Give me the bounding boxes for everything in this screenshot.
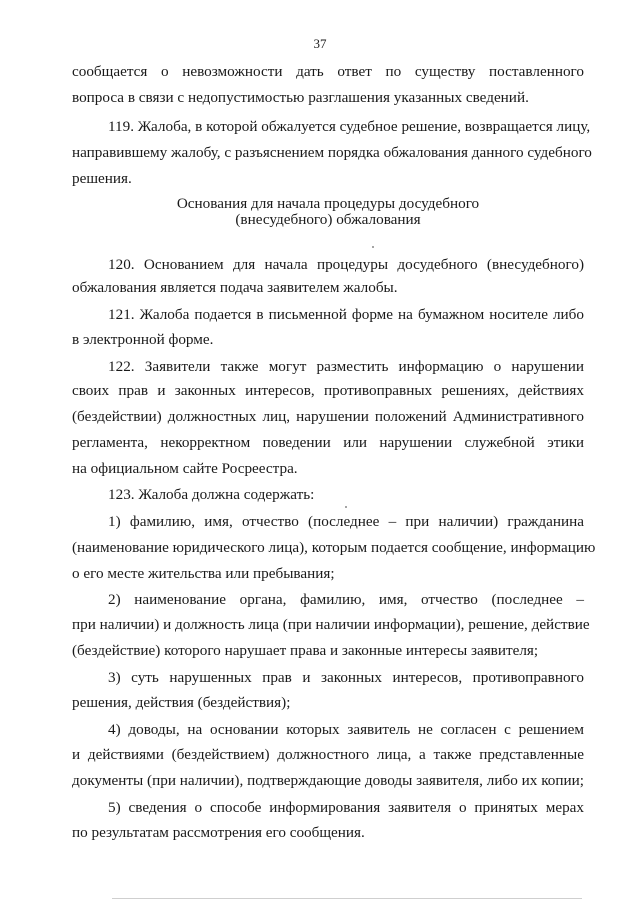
text-line: на официальном сайте Росреестра.	[72, 460, 298, 477]
text-line: по результатам рассмотрения его сообщения.	[72, 824, 365, 841]
text-line: своих прав и законных интересов, противоправных решениях, действиях	[72, 382, 584, 399]
text-line: 123. Жалоба должна содержать:	[108, 486, 315, 503]
text-line: решения, действия (бездействия);	[72, 694, 291, 711]
text-line: в электронной форме.	[72, 331, 214, 348]
text-line: решения.	[72, 170, 132, 187]
text-line: 2) наименование органа, фамилию, имя, отчество (последнее –	[108, 591, 584, 608]
page-edge-mark	[112, 898, 582, 899]
text-line: вопроса в связи с недопустимостью разглашения указанных сведений.	[72, 89, 529, 106]
section-heading: (внесудебного) обжалования	[235, 211, 421, 228]
page-number: 37	[313, 36, 327, 51]
text-line: при наличии) и должность лица (при наличии информации), решение, действие	[72, 616, 590, 633]
text-line: 1) фамилию, имя, отчество (последнее – при наличии) гражданина	[108, 513, 584, 530]
text-line: 121. Жалоба подается в письменной форме на бумажном носителе либо	[108, 306, 584, 323]
text-line: обжалования является подача заявителем жалобы.	[72, 279, 398, 296]
scan-speck	[345, 506, 347, 508]
scan-speck	[372, 246, 374, 248]
text-line: (наименование юридического лица), которым подается сообщение, информацию	[72, 539, 596, 556]
text-line: 3) суть нарушенных прав и законных интересов, противоправного	[108, 669, 584, 686]
section-heading: Основания для начала процедуры досудебного	[176, 195, 480, 212]
text-line: 122. Заявители также могут разместить информацию о нарушении	[108, 358, 584, 375]
text-line: направившему жалобу, с разъяснением порядка обжалования данного судебного	[72, 144, 592, 161]
text-line: 5) сведения о способе информирования заявителя о принятых мерах	[108, 799, 584, 816]
text-line: 119. Жалоба, в которой обжалуется судебное решение, возвращается лицу,	[108, 118, 591, 135]
text-line: сообщается о невозможности дать ответ по существу поставленного	[72, 63, 584, 80]
text-line: о его месте жительства или пребывания;	[72, 565, 335, 582]
text-line: регламента, некорректном поведении или нарушении служебной этики	[72, 434, 584, 451]
text-line: (бездействие) которого нарушает права и законные интересы заявителя;	[72, 642, 539, 659]
text-line: и действиями (бездействием) должностного лица, а также представленные	[72, 746, 584, 763]
text-line: документы (при наличии), подтверждающие доводы заявителя, либо их копии;	[72, 772, 584, 789]
text-line: 120. Основанием для начала процедуры досудебного (внесудебного)	[108, 256, 584, 273]
text-line: (бездействии) должностных лиц, нарушении положений Административного	[72, 408, 584, 425]
text-line: 4) доводы, на основании которых заявитель не согласен с решением	[108, 721, 584, 738]
